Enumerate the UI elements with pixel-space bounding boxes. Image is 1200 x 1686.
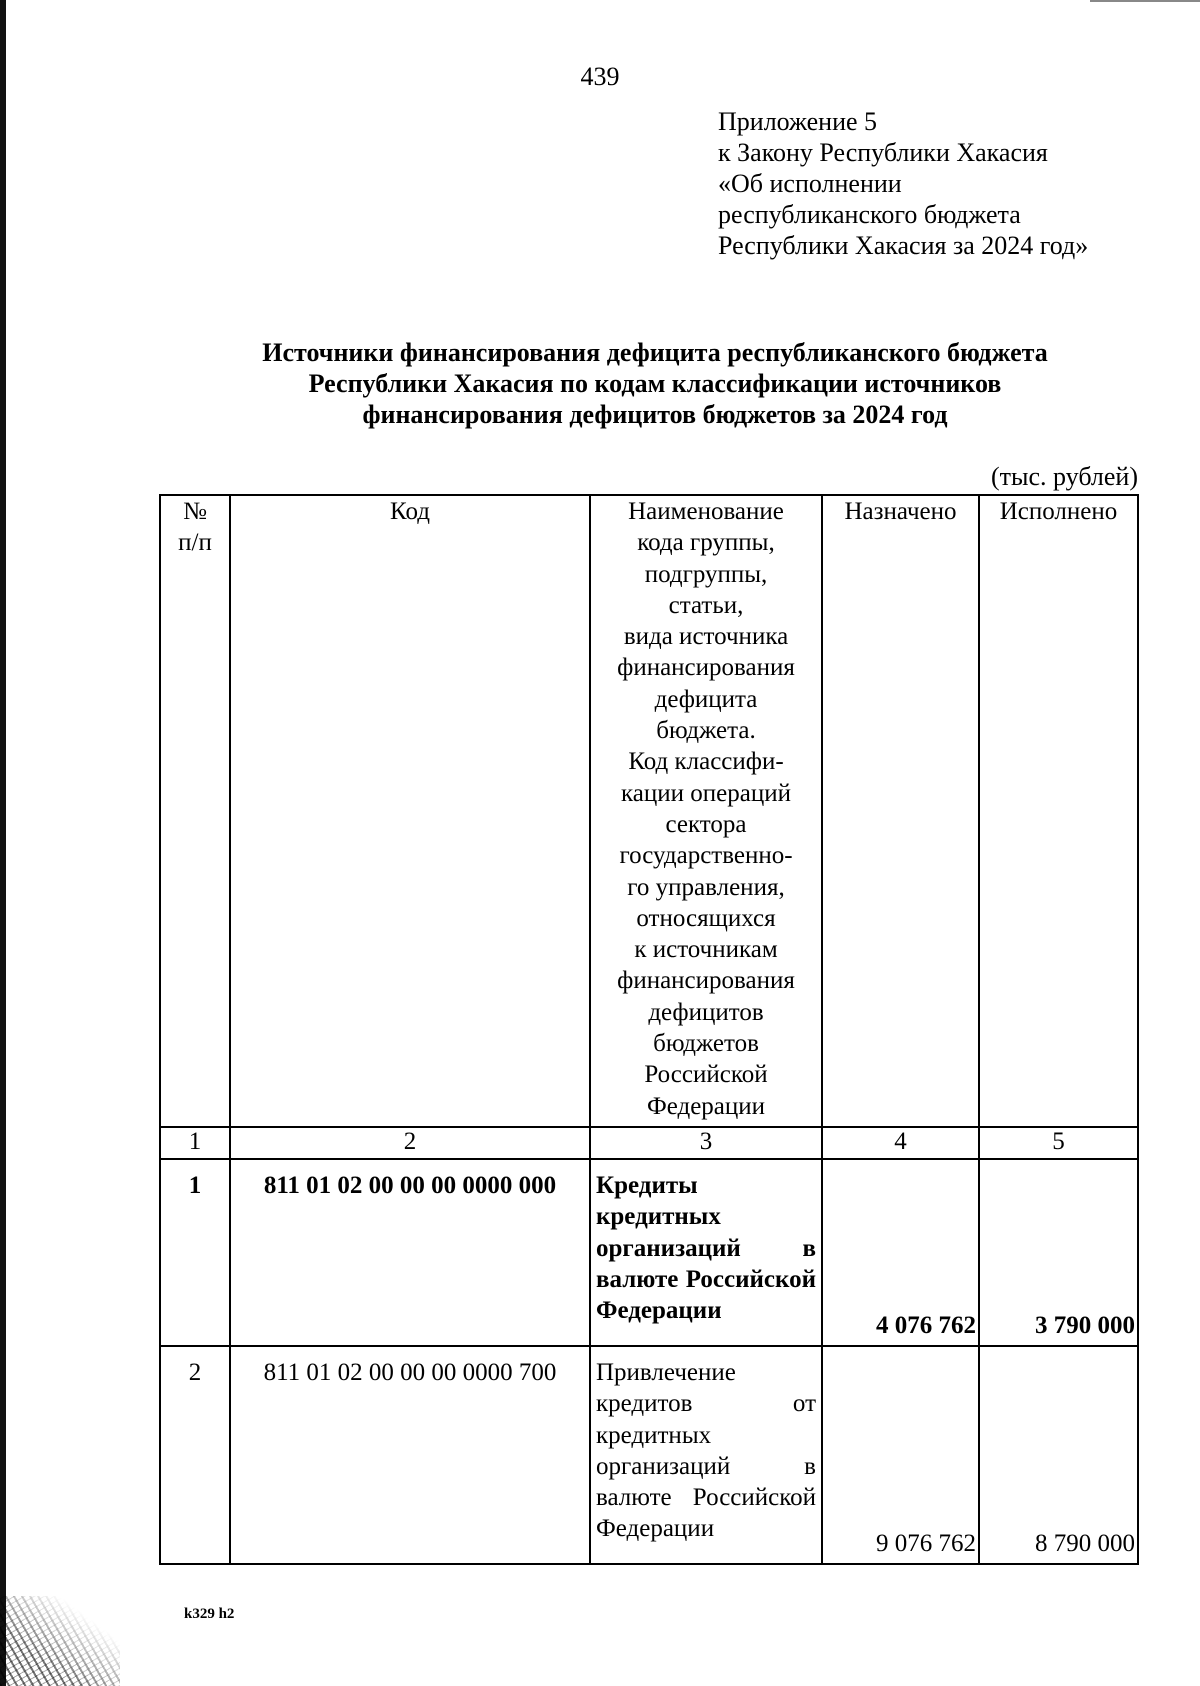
row-name: Привлечение кредитов от кредитных организаций в валюте Российской Федерации — [590, 1346, 822, 1564]
header-name-line: финансирования — [617, 967, 795, 995]
scan-top-rule — [1090, 0, 1200, 2]
row-name: Кредиты кредитных организаций в валюте Российской Федерации — [590, 1159, 822, 1346]
row-num: 2 — [160, 1346, 230, 1564]
financing-sources-table — [159, 494, 1139, 1565]
header-name-line: Федерации — [646, 1092, 766, 1120]
header-name-line: статьи, — [668, 591, 744, 619]
header-name — [590, 495, 822, 1127]
column-number: 1 — [160, 1127, 230, 1159]
header-name-line: вида источника — [623, 623, 789, 651]
scan-left-edge — [0, 0, 6, 1686]
header-num-line: № — [183, 498, 207, 525]
column-number: 3 — [590, 1127, 822, 1159]
header-name-line: бюджетов — [653, 1030, 759, 1058]
header-name-line: подгруппы, — [644, 560, 768, 588]
table-header-row — [160, 495, 1138, 1127]
column-number-row — [160, 1127, 1138, 1159]
header-executed: Исполнено — [979, 495, 1138, 1127]
column-number: 4 — [822, 1127, 979, 1159]
header-name-line: относящихся — [636, 904, 776, 932]
header-assigned: Назначено — [822, 495, 979, 1127]
row-executed: 3 790 000 — [979, 1159, 1138, 1346]
title-line: Источники финансирования дефицита республиканского бюджета — [262, 338, 1048, 367]
title-line: Республики Хакасия по кодам классификации источников — [308, 369, 1002, 398]
table-row — [160, 1159, 1138, 1346]
page-number: 439 — [580, 62, 620, 91]
appendix-line: Республики Хакасия за 2024 год» — [718, 231, 1089, 260]
header-name-line: Код классифи- — [628, 748, 784, 776]
header-name-line: дефицитов — [648, 998, 764, 1026]
appendix-line: к Закону Республики Хакасия — [718, 138, 1048, 167]
row-num: 1 — [160, 1159, 230, 1346]
header-name-line: сектора — [665, 810, 747, 838]
header-name-line: кации операций — [621, 779, 791, 807]
document-title — [140, 337, 1170, 430]
header-num-line: п/п — [178, 529, 212, 557]
footer-code: k329 h2 — [184, 1606, 235, 1622]
header-name-line: Наименование — [628, 498, 784, 525]
header-code: Код — [230, 495, 590, 1127]
row-code: 811 01 02 00 00 00 0000 700 — [230, 1346, 590, 1564]
header-name-line: бюджета. — [656, 717, 756, 745]
column-number: 5 — [979, 1127, 1138, 1159]
header-name-line: го управления, — [627, 873, 785, 901]
header-name-line: Российской — [644, 1061, 768, 1089]
header-name-line: кода группы, — [637, 529, 775, 557]
scan-noise — [0, 1596, 120, 1686]
appendix-line: республиканского бюджета — [718, 200, 1021, 229]
header-name-line: дефицита — [654, 685, 758, 713]
header-num — [160, 495, 230, 1127]
title-line: финансирования дефицитов бюджетов за 2024 год — [362, 400, 948, 429]
header-name-line: государственно- — [619, 842, 793, 870]
units-label: (тыс. рублей) — [990, 462, 1138, 491]
row-executed: 8 790 000 — [979, 1346, 1138, 1564]
table-row — [160, 1346, 1138, 1564]
row-assigned: 4 076 762 — [822, 1159, 979, 1346]
row-assigned: 9 076 762 — [822, 1346, 979, 1564]
appendix-line: Приложение 5 — [718, 107, 878, 136]
row-code: 811 01 02 00 00 00 0000 000 — [230, 1159, 590, 1346]
header-name-line: финансирования — [617, 654, 795, 682]
appendix-block — [718, 106, 1088, 261]
column-number: 2 — [230, 1127, 590, 1159]
header-name-line: к источникам — [634, 936, 778, 964]
appendix-line: «Об исполнении — [718, 169, 902, 198]
